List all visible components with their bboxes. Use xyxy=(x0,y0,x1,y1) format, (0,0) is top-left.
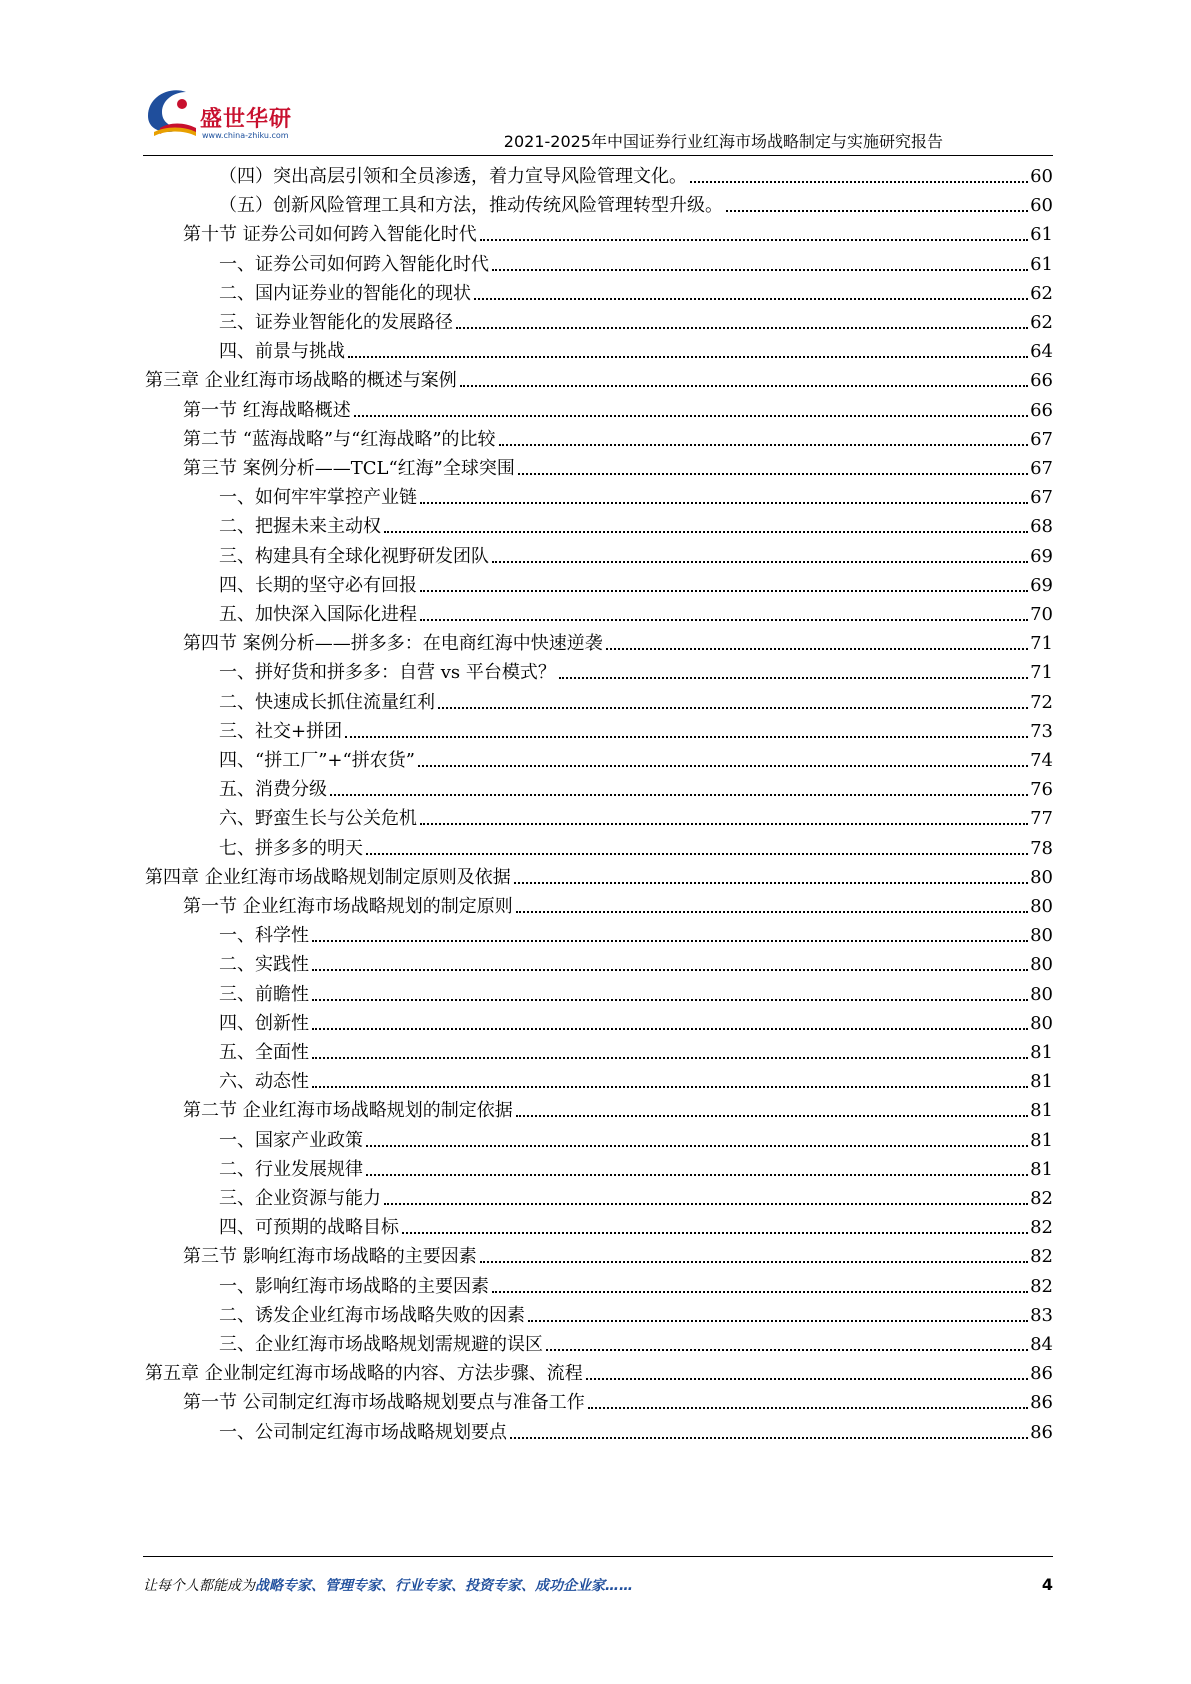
logo-icon xyxy=(140,82,200,142)
footer-slogan xyxy=(143,1575,633,1595)
toc-entry-page: 81 xyxy=(1030,1158,1053,1180)
brand-name: 盛世华研 xyxy=(200,107,293,132)
toc-entry-page: 86 xyxy=(1030,1421,1053,1443)
toc-leader-dots xyxy=(366,1145,1028,1147)
toc-leader-dots xyxy=(492,561,1028,563)
toc-entry[interactable] xyxy=(219,775,1053,801)
toc-entry-page: 80 xyxy=(1030,896,1053,917)
page-footer xyxy=(143,1575,1053,1599)
toc-entry-title: 六、野蛮生长与公关危机 xyxy=(219,808,417,830)
toc-entry[interactable] xyxy=(219,1038,1053,1064)
toc-entry[interactable] xyxy=(219,600,1053,626)
report-title: 2021-2025年中国证券行业红海市场战略制定与实施研究报告 xyxy=(503,132,943,151)
toc-entry-title: 一、如何牢牢掌控产业链 xyxy=(219,487,417,509)
toc-leader-dots xyxy=(312,1028,1028,1030)
toc-leader-dots xyxy=(516,1115,1028,1117)
toc-entry[interactable] xyxy=(183,629,1053,655)
toc-leader-dots xyxy=(510,1437,1028,1439)
toc-leader-dots xyxy=(588,1407,1028,1409)
toc-entry-title: 第一节 红海战略概述 xyxy=(183,399,351,421)
toc-leader-dots xyxy=(312,999,1028,1001)
toc-entry-title: 二、诱发企业红海市场战略失败的因素 xyxy=(219,1304,525,1326)
footer-slogan-lead: 让每个人都能成为 xyxy=(143,1578,255,1594)
toc-leader-dots xyxy=(312,1086,1028,1088)
toc-entry-page: 69 xyxy=(1030,545,1053,567)
toc-entry-page: 80 xyxy=(1030,925,1053,947)
toc-entry-page: 71 xyxy=(1030,633,1053,655)
toc-leader-dots xyxy=(518,473,1028,475)
toc-entry-page: 77 xyxy=(1030,808,1053,830)
toc-leader-dots xyxy=(402,1232,1028,1234)
toc-leader-dots xyxy=(559,677,1028,679)
toc-entry-page: 64 xyxy=(1030,341,1053,363)
toc-leader-dots xyxy=(366,1174,1028,1176)
toc-entry-title: 五、消费分级 xyxy=(219,779,327,801)
toc-leader-dots xyxy=(345,736,1028,738)
toc-leader-dots xyxy=(460,385,1028,387)
toc-entry[interactable] xyxy=(183,425,1053,451)
toc-leader-dots xyxy=(330,794,1028,796)
toc-entry-page: 69 xyxy=(1030,574,1053,596)
toc-leader-dots xyxy=(516,911,1028,913)
toc-entry[interactable] xyxy=(219,1126,1053,1152)
toc-entry-title: 一、证券公司如何跨入智能化时代 xyxy=(219,253,489,275)
footer-divider xyxy=(143,1556,1053,1557)
toc-entry-page: 86 xyxy=(1030,1392,1053,1414)
toc-entry[interactable] xyxy=(183,454,1053,480)
toc-entry-title: 第三章 企业红海市场战略的概述与案例 xyxy=(145,370,457,392)
toc-entry-title: 一、科学性 xyxy=(219,925,309,947)
toc-entry-page: 62 xyxy=(1030,282,1053,304)
toc-entry-title: 四、创新性 xyxy=(219,1012,309,1034)
toc-leader-dots xyxy=(474,298,1028,300)
toc-leader-dots xyxy=(456,327,1028,329)
toc-entry-title: 四、前景与挑战 xyxy=(219,341,345,363)
toc-entry-title: 第一节 公司制定红海市场战略规划要点与准备工作 xyxy=(183,1392,585,1414)
toc-entry-title: 二、国内证券业的智能化的现状 xyxy=(219,282,471,304)
toc-entry-page: 68 xyxy=(1030,516,1053,538)
toc-entry-title: 第二节 “蓝海战略”与“红海战略”的比较 xyxy=(183,428,496,450)
toc-entry-page: 80 xyxy=(1030,954,1053,976)
toc-entry[interactable] xyxy=(183,220,1053,246)
toc-entry-title: 二、快速成长抓住流量红利 xyxy=(219,691,435,713)
toc-entry[interactable] xyxy=(219,921,1053,947)
toc-leader-dots xyxy=(312,1057,1028,1059)
toc-entry-page: 83 xyxy=(1030,1304,1053,1326)
toc-entry-page: 60 xyxy=(1030,195,1053,217)
toc-leader-dots xyxy=(546,1349,1028,1351)
toc-entry-page: 80 xyxy=(1030,983,1053,1005)
toc-entry-page: 76 xyxy=(1030,779,1053,801)
toc-entry[interactable] xyxy=(219,483,1053,509)
toc-entry-page: 81 xyxy=(1030,1071,1053,1093)
toc-entry-page: 60 xyxy=(1030,166,1053,187)
toc-entry[interactable] xyxy=(219,804,1053,830)
toc-entry-title: 二、实践性 xyxy=(219,954,309,976)
toc-entry[interactable] xyxy=(219,658,1053,684)
toc-leader-dots xyxy=(384,531,1028,533)
toc-entry-page: 74 xyxy=(1030,750,1053,771)
toc-entry-page: 82 xyxy=(1030,1188,1053,1209)
toc-entry-title: 四、长期的坚守必有回报 xyxy=(219,574,417,596)
toc-entry-title: （四）突出高层引领和全员渗透，着力宣导风险管理文化。 xyxy=(219,166,687,187)
toc-entry[interactable] xyxy=(219,250,1053,276)
toc-entry[interactable] xyxy=(219,512,1053,538)
toc-entry[interactable] xyxy=(219,980,1053,1006)
toc-entry[interactable] xyxy=(219,1155,1053,1181)
toc-entry-page: 61 xyxy=(1030,224,1053,246)
toc-entry-title: 三、企业资源与能力 xyxy=(219,1188,381,1209)
toc-entry-page: 66 xyxy=(1030,370,1053,392)
toc-leader-dots xyxy=(354,415,1028,417)
toc-entry-title: （五）创新风险管理工具和方法，推动传统风险管理转型升级。 xyxy=(219,195,723,217)
toc-leader-dots xyxy=(312,940,1028,942)
toc-entry[interactable] xyxy=(219,746,1053,772)
toc-entry-page: 86 xyxy=(1030,1363,1053,1385)
toc-entry[interactable] xyxy=(219,191,1053,217)
toc-leader-dots xyxy=(480,1261,1028,1263)
toc-entry[interactable] xyxy=(183,1242,1053,1268)
toc-leader-dots xyxy=(420,590,1028,592)
footer-slogan-roles: 战略专家、管理专家、行业专家、投资专家、成功企业家…… xyxy=(255,1578,633,1594)
toc-leader-dots xyxy=(606,648,1028,650)
toc-entry-title: 第五章 企业制定红海市场战略的内容、方法步骤、流程 xyxy=(145,1363,583,1385)
toc-leader-dots xyxy=(366,853,1028,855)
toc-leader-dots xyxy=(528,1320,1028,1322)
toc-entry[interactable] xyxy=(219,1213,1053,1239)
toc-entry[interactable] xyxy=(219,308,1053,334)
toc-leader-dots xyxy=(690,181,1028,183)
toc-entry-page: 72 xyxy=(1030,691,1053,713)
toc-entry-page: 67 xyxy=(1030,458,1053,479)
toc-entry-title: 第三节 影响红海市场战略的主要因素 xyxy=(183,1246,477,1268)
toc-entry-page: 67 xyxy=(1030,487,1053,509)
toc-entry-title: 三、社交+拼团 xyxy=(219,720,343,742)
toc-entry[interactable] xyxy=(219,1184,1053,1210)
toc-entry-title: 第十节 证券公司如何跨入智能化时代 xyxy=(183,224,477,246)
toc-entry-title: 三、证券业智能化的发展路径 xyxy=(219,312,453,333)
toc-entry[interactable] xyxy=(219,337,1053,363)
toc-leader-dots xyxy=(420,823,1028,825)
toc-leader-dots xyxy=(420,502,1028,504)
toc-entry[interactable] xyxy=(145,366,1053,392)
toc-entry[interactable] xyxy=(183,892,1053,918)
toc-leader-dots xyxy=(492,1291,1028,1293)
toc-entry-title: 四、“拼工厂”+“拼农货” xyxy=(219,750,415,771)
toc-leader-dots xyxy=(492,269,1028,271)
toc-entry[interactable] xyxy=(219,834,1053,860)
toc-entry-page: 81 xyxy=(1030,1129,1053,1151)
toc-entry[interactable] xyxy=(145,863,1053,889)
toc-entry-page: 67 xyxy=(1030,428,1053,450)
toc-entry[interactable] xyxy=(183,1096,1053,1122)
toc-leader-dots xyxy=(438,707,1028,709)
toc-entry-title: 第三节 案例分析——TCL“红海”全球突围 xyxy=(183,458,515,479)
toc-entry-title: 一、国家产业政策 xyxy=(219,1129,363,1151)
toc-entry-title: 第二节 企业红海市场战略规划的制定依据 xyxy=(183,1100,513,1122)
toc-entry[interactable] xyxy=(219,162,1053,188)
toc-entry-title: 五、全面性 xyxy=(219,1042,309,1063)
toc-entry-title: 一、公司制定红海市场战略规划要点 xyxy=(219,1421,507,1443)
toc-entry-title: 六、动态性 xyxy=(219,1071,309,1093)
toc-entry[interactable] xyxy=(145,1359,1053,1385)
toc-entry-page: 80 xyxy=(1030,866,1053,888)
toc-entry[interactable] xyxy=(219,717,1053,743)
company-logo xyxy=(140,82,310,148)
toc-leader-dots xyxy=(480,239,1028,241)
toc-leader-dots xyxy=(312,969,1028,971)
toc-entry-page: 82 xyxy=(1030,1246,1053,1268)
toc-entry-title: 五、加快深入国际化进程 xyxy=(219,604,417,625)
toc-entry-page: 81 xyxy=(1030,1042,1053,1063)
toc-entry[interactable] xyxy=(219,1330,1053,1356)
toc-leader-dots xyxy=(384,1203,1028,1205)
toc-leader-dots xyxy=(586,1378,1028,1380)
toc-entry[interactable] xyxy=(219,1418,1053,1444)
toc-entry-page: 71 xyxy=(1030,662,1053,684)
toc-entry-title: 第一节 企业红海市场战略规划的制定原则 xyxy=(183,896,513,917)
page-header xyxy=(0,0,1191,150)
toc-entry-page: 82 xyxy=(1030,1275,1053,1297)
toc-entry-page: 78 xyxy=(1030,837,1053,859)
toc-entry-title: 三、构建具有全球化视野研发团队 xyxy=(219,545,489,567)
toc-entry-page: 70 xyxy=(1030,604,1053,625)
toc-leader-dots xyxy=(726,210,1028,212)
toc-entry[interactable] xyxy=(219,688,1053,714)
toc-entry-title: 三、企业红海市场战略规划需规避的误区 xyxy=(219,1334,543,1355)
toc-entry-title: 第四节 案例分析——拼多多：在电商红海中快速逆袭 xyxy=(183,633,603,655)
toc-entry[interactable] xyxy=(219,1272,1053,1298)
toc-entry[interactable] xyxy=(219,1009,1053,1035)
toc-entry[interactable] xyxy=(219,1067,1053,1093)
toc-entry[interactable] xyxy=(219,571,1053,597)
toc-entry-title: 一、拼好货和拼多多：自营 vs 平台模式？ xyxy=(219,662,556,684)
toc-leader-dots xyxy=(348,356,1028,358)
toc-entry-title: 七、拼多多的明天 xyxy=(219,837,363,859)
header-divider xyxy=(143,155,1053,156)
toc-entry[interactable] xyxy=(219,279,1053,305)
toc-leader-dots xyxy=(514,882,1028,884)
page-number: 4 xyxy=(1041,1575,1053,1594)
toc-leader-dots xyxy=(420,619,1028,621)
toc-entry-title: 一、影响红海市场战略的主要因素 xyxy=(219,1275,489,1297)
toc-entry[interactable] xyxy=(183,396,1053,422)
toc-entry-page: 81 xyxy=(1030,1100,1053,1122)
toc-entry[interactable] xyxy=(219,542,1053,568)
toc-entry[interactable] xyxy=(219,1301,1053,1327)
toc-entry-page: 82 xyxy=(1030,1217,1053,1239)
toc-entry-title: 二、行业发展规律 xyxy=(219,1158,363,1180)
toc-entry[interactable] xyxy=(183,1388,1053,1414)
toc-entry-page: 84 xyxy=(1030,1334,1053,1355)
toc-entry-page: 61 xyxy=(1030,253,1053,275)
toc-entry-page: 62 xyxy=(1030,312,1053,333)
toc-entry-title: 三、前瞻性 xyxy=(219,983,309,1005)
toc-entry-page: 73 xyxy=(1030,720,1053,742)
brand-url: www.china-zhiku.com xyxy=(202,131,289,140)
toc-leader-dots xyxy=(499,444,1029,446)
toc-entry-title: 二、把握未来主动权 xyxy=(219,516,381,538)
toc-entry-title: 四、可预期的战略目标 xyxy=(219,1217,399,1239)
toc-entry-title: 第四章 企业红海市场战略规划制定原则及依据 xyxy=(145,866,511,888)
toc-entry-page: 80 xyxy=(1030,1012,1053,1034)
toc-leader-dots xyxy=(418,765,1028,767)
toc-entry-page: 66 xyxy=(1030,399,1053,421)
toc-entry[interactable] xyxy=(219,950,1053,976)
